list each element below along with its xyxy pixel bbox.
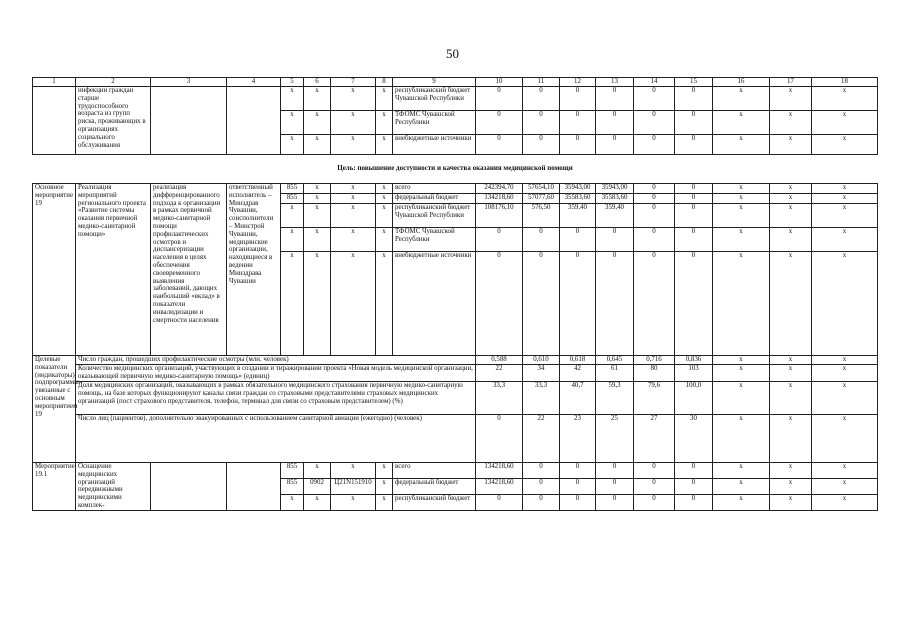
value-cell: x bbox=[770, 228, 812, 252]
value-cell: 0 bbox=[596, 463, 634, 479]
code-cell: x bbox=[376, 87, 393, 111]
value-cell: 0 bbox=[675, 478, 713, 494]
indicator-text: Количество медицинских организаций, участвующих в создании и тиражировании проекта «Новая модель медицинской организации, оказывающей первичную медико-санитарную помощь» (единиц) bbox=[76, 365, 476, 382]
value-cell: 0 bbox=[523, 111, 560, 135]
funding-source: республиканский бюджет Чувашской Республики bbox=[393, 87, 476, 111]
value-cell: x bbox=[770, 382, 812, 415]
value-cell: 0 bbox=[560, 135, 596, 155]
empty-cell bbox=[151, 87, 227, 155]
code-cell: 855 bbox=[281, 463, 304, 479]
code-cell: x bbox=[304, 252, 331, 356]
code-cell: x bbox=[304, 494, 331, 510]
code-cell: x bbox=[281, 494, 304, 510]
value-cell: 0 bbox=[596, 478, 634, 494]
header-cell: 5 bbox=[281, 78, 304, 87]
funding-source: внебюджетные источники bbox=[393, 252, 476, 356]
value-cell: 134218,60 bbox=[476, 463, 523, 479]
code-cell: x bbox=[376, 194, 393, 204]
code-cell: x bbox=[331, 87, 376, 111]
value-cell: 134218,60 bbox=[476, 478, 523, 494]
value-cell: 103 bbox=[675, 365, 713, 382]
value-cell: x bbox=[812, 194, 878, 204]
value-cell: 0 bbox=[675, 252, 713, 356]
event-label: Мероприятие 19.1 bbox=[33, 463, 76, 511]
value-cell: 242394,70 bbox=[476, 184, 523, 194]
header-cell: 18 bbox=[812, 78, 878, 87]
section-title: Цель: повышение доступности и качества оказания медицинской помощи bbox=[337, 164, 573, 172]
code-cell: x bbox=[331, 252, 376, 356]
value-cell: 0 bbox=[675, 184, 713, 194]
empty-cell bbox=[227, 87, 281, 155]
value-cell: x bbox=[713, 365, 770, 382]
code-cell: 855 bbox=[281, 478, 304, 494]
table-row bbox=[33, 463, 878, 479]
value-cell: 33,3 bbox=[476, 382, 523, 415]
value-cell: 100,0 bbox=[675, 382, 713, 415]
code-cell: x bbox=[281, 204, 304, 228]
value-cell: 0 bbox=[675, 194, 713, 204]
value-cell: x bbox=[770, 365, 812, 382]
value-cell: x bbox=[770, 463, 812, 479]
value-cell: x bbox=[713, 184, 770, 194]
code-cell: x bbox=[304, 87, 331, 111]
value-cell: 0 bbox=[476, 87, 523, 111]
value-cell: 35583,60 bbox=[560, 194, 596, 204]
funding-source: ТФОМС Чувашской Республики bbox=[393, 111, 476, 135]
funding-source: республиканский бюджет bbox=[393, 494, 476, 510]
value-cell: 33,3 bbox=[523, 382, 560, 415]
code-cell: x bbox=[376, 135, 393, 155]
value-cell: 35943,00 bbox=[560, 184, 596, 194]
value-cell: 0 bbox=[634, 194, 675, 204]
value-cell: 0 bbox=[476, 494, 523, 510]
value-cell: 108176,10 bbox=[476, 204, 523, 228]
value-cell: x bbox=[812, 204, 878, 228]
code-cell: x bbox=[304, 111, 331, 135]
value-cell: 0 bbox=[560, 228, 596, 252]
value-cell: x bbox=[713, 194, 770, 204]
empty-cell bbox=[227, 463, 281, 511]
code-cell: x bbox=[304, 184, 331, 194]
value-cell: 0 bbox=[560, 478, 596, 494]
value-cell: x bbox=[812, 135, 878, 155]
indicator-text: Число граждан, прошедших профилактические осмотры (млн. человек) bbox=[76, 356, 476, 365]
code-cell: x bbox=[304, 204, 331, 228]
value-cell: x bbox=[713, 463, 770, 479]
code-cell: x bbox=[331, 184, 376, 194]
value-cell: 22 bbox=[523, 415, 560, 463]
value-cell: x bbox=[713, 356, 770, 365]
value-cell: 0 bbox=[476, 252, 523, 356]
value-cell: 40,7 bbox=[560, 382, 596, 415]
measure-name: инфекции граждан старше трудоспособного возраста из групп риска, проживающих в организациях социального обслуживания bbox=[76, 87, 151, 155]
header-cell: 12 bbox=[560, 78, 596, 87]
code-cell: x bbox=[331, 494, 376, 510]
value-cell: x bbox=[812, 478, 878, 494]
value-cell: 0 bbox=[596, 252, 634, 356]
event-label: Основное мероприятие 19 bbox=[33, 184, 76, 356]
value-cell: 27 bbox=[634, 415, 675, 463]
value-cell: 0 bbox=[523, 87, 560, 111]
table-row bbox=[33, 356, 878, 365]
table-row bbox=[33, 365, 878, 382]
value-cell: x bbox=[713, 494, 770, 510]
value-cell: 0 bbox=[634, 478, 675, 494]
value-cell: 35943,00 bbox=[596, 184, 634, 194]
header-cell: 2 bbox=[76, 78, 151, 87]
targets-label: Целевые показатели (индикаторы) подпрограммы, увязанные с основным мероприятием 19 bbox=[33, 356, 76, 463]
empty-cell bbox=[151, 463, 227, 511]
header-cell: 3 bbox=[151, 78, 227, 87]
value-cell: x bbox=[770, 194, 812, 204]
code-cell: x bbox=[304, 135, 331, 155]
table-row bbox=[33, 382, 878, 415]
value-cell: 0 bbox=[675, 228, 713, 252]
value-cell: 0 bbox=[560, 252, 596, 356]
value-cell: 0 bbox=[596, 87, 634, 111]
value-cell: x bbox=[713, 87, 770, 111]
value-cell: 0 bbox=[634, 204, 675, 228]
value-cell: 57654,10 bbox=[523, 184, 560, 194]
value-cell: 0 bbox=[523, 228, 560, 252]
value-cell: 0 bbox=[523, 135, 560, 155]
value-cell: x bbox=[770, 135, 812, 155]
value-cell: x bbox=[770, 111, 812, 135]
code-cell: 855 bbox=[281, 184, 304, 194]
header-cell: 17 bbox=[770, 78, 812, 87]
value-cell: 359,40 bbox=[596, 204, 634, 228]
table-row bbox=[33, 87, 878, 111]
code-cell: x bbox=[281, 111, 304, 135]
header-cell: 16 bbox=[713, 78, 770, 87]
value-cell: x bbox=[770, 356, 812, 365]
value-cell: 0 bbox=[596, 494, 634, 510]
header-cell: 11 bbox=[523, 78, 560, 87]
page-number: 50 bbox=[446, 46, 459, 61]
value-cell: 0 bbox=[596, 135, 634, 155]
code-cell: x bbox=[331, 111, 376, 135]
value-cell: x bbox=[770, 204, 812, 228]
value-cell: 576,50 bbox=[523, 204, 560, 228]
code-cell: x bbox=[304, 194, 331, 204]
funding-source: федеральный бюджет bbox=[393, 194, 476, 204]
value-cell: 34 bbox=[523, 365, 560, 382]
value-cell: 80 bbox=[634, 365, 675, 382]
value-cell: 0,716 bbox=[634, 356, 675, 365]
value-cell: 359,40 bbox=[560, 204, 596, 228]
value-cell: 57077,60 bbox=[523, 194, 560, 204]
code-cell: x bbox=[331, 135, 376, 155]
funding-source: всего bbox=[393, 184, 476, 194]
header-cell: 6 bbox=[304, 78, 331, 87]
code-cell: Ц21N151910 bbox=[331, 478, 376, 494]
code-cell: x bbox=[376, 494, 393, 510]
code-cell: x bbox=[376, 204, 393, 228]
value-cell: 22 bbox=[476, 365, 523, 382]
value-cell: 0 bbox=[675, 135, 713, 155]
code-cell: x bbox=[304, 463, 331, 479]
value-cell: 0 bbox=[634, 184, 675, 194]
code-cell: x bbox=[281, 252, 304, 356]
value-cell: 0 bbox=[634, 111, 675, 135]
value-cell: x bbox=[713, 252, 770, 356]
value-cell: 0 bbox=[560, 494, 596, 510]
value-cell: 0 bbox=[675, 463, 713, 479]
value-cell: x bbox=[713, 135, 770, 155]
funding-source: республиканский бюджет Чувашской Республики bbox=[393, 204, 476, 228]
value-cell: x bbox=[713, 415, 770, 463]
value-cell: x bbox=[770, 87, 812, 111]
value-cell: 0 bbox=[634, 228, 675, 252]
value-cell: x bbox=[770, 415, 812, 463]
value-cell: x bbox=[713, 228, 770, 252]
value-cell: x bbox=[812, 228, 878, 252]
header-cell: 8 bbox=[376, 78, 393, 87]
value-cell: 0 bbox=[523, 478, 560, 494]
value-cell: x bbox=[812, 365, 878, 382]
code-cell: x bbox=[331, 463, 376, 479]
value-cell: x bbox=[770, 478, 812, 494]
header-cell: 10 bbox=[476, 78, 523, 87]
value-cell: x bbox=[812, 252, 878, 356]
value-cell: 61 bbox=[596, 365, 634, 382]
value-cell: 0,588 bbox=[476, 356, 523, 365]
value-cell: 0 bbox=[476, 415, 523, 463]
value-cell: x bbox=[770, 184, 812, 194]
code-cell: x bbox=[281, 135, 304, 155]
value-cell: 0 bbox=[560, 463, 596, 479]
table-row bbox=[33, 78, 878, 87]
funding-source: федеральный бюджет bbox=[393, 478, 476, 494]
value-cell: x bbox=[713, 382, 770, 415]
code-cell: 0902 bbox=[304, 478, 331, 494]
value-cell: 23 bbox=[560, 415, 596, 463]
funding-source: ТФОМС Чувашской Республики bbox=[393, 228, 476, 252]
value-cell: 0,645 bbox=[596, 356, 634, 365]
value-cell: 59,3 bbox=[596, 382, 634, 415]
code-cell: x bbox=[331, 194, 376, 204]
code-cell: 855 bbox=[281, 194, 304, 204]
budget-table bbox=[32, 77, 878, 511]
code-cell: x bbox=[331, 228, 376, 252]
code-cell: x bbox=[281, 228, 304, 252]
value-cell: 0 bbox=[523, 252, 560, 356]
value-cell: x bbox=[812, 356, 878, 365]
event-name: Реализация мероприятий регионального проекта «Развитие системы оказания первичной медико-санитарной помощи» bbox=[76, 184, 151, 356]
empty-cell bbox=[33, 87, 76, 155]
header-cell: 14 bbox=[634, 78, 675, 87]
header-cell: 9 bbox=[393, 78, 476, 87]
header-cell: 15 bbox=[675, 78, 713, 87]
code-cell: x bbox=[376, 252, 393, 356]
value-cell: 134218,60 bbox=[476, 194, 523, 204]
value-cell: 0 bbox=[523, 494, 560, 510]
value-cell: 0,836 bbox=[675, 356, 713, 365]
value-cell: x bbox=[812, 415, 878, 463]
funding-source: внебюджетные источники bbox=[393, 135, 476, 155]
value-cell: x bbox=[812, 184, 878, 194]
event-name: Оснащение медицинских организаций передвижными медицинскими комплек- bbox=[76, 463, 151, 511]
value-cell: 0 bbox=[634, 252, 675, 356]
header-cell: 7 bbox=[331, 78, 376, 87]
header-cell: 1 bbox=[33, 78, 76, 87]
value-cell: 0 bbox=[634, 87, 675, 111]
value-cell: x bbox=[713, 478, 770, 494]
code-cell: x bbox=[331, 204, 376, 228]
value-cell: 0,618 bbox=[560, 356, 596, 365]
value-cell: 0 bbox=[634, 463, 675, 479]
code-cell: x bbox=[376, 228, 393, 252]
value-cell: 0 bbox=[560, 111, 596, 135]
code-cell: x bbox=[376, 111, 393, 135]
header-cell: 4 bbox=[227, 78, 281, 87]
value-cell: x bbox=[812, 382, 878, 415]
table-row bbox=[33, 155, 878, 184]
value-cell: 0 bbox=[596, 228, 634, 252]
code-cell: x bbox=[376, 478, 393, 494]
code-cell: x bbox=[281, 87, 304, 111]
code-cell: x bbox=[376, 463, 393, 479]
value-cell: x bbox=[812, 494, 878, 510]
indicator-text: Доля медицинских организаций, оказывающих в рамках обязательного медицинского страхования первичную медико-санитарную помощь, на базе которых функционируют каналы связи граждан со страховыми представителями страховых медицинских организаций (пост страхового представителя, телефон, терминал для связи со страховым представителем) (%) bbox=[76, 382, 476, 415]
value-cell: x bbox=[812, 87, 878, 111]
code-cell: x bbox=[304, 228, 331, 252]
value-cell: 0 bbox=[560, 87, 596, 111]
value-cell: 42 bbox=[560, 365, 596, 382]
value-cell: 0 bbox=[476, 111, 523, 135]
value-cell: x bbox=[812, 111, 878, 135]
value-cell: x bbox=[713, 204, 770, 228]
event-description: реализация дифференцированного подхода к организации в рамках первичной медико-санитарной помощи профилактических осмотров и диспансеризации населения в целях обеспечения своевременного выявления заболеваний, дающих наибольший «вклад» в показатели инвалидизации и смертности населения bbox=[151, 184, 227, 356]
value-cell: x bbox=[770, 494, 812, 510]
value-cell: 30 bbox=[675, 415, 713, 463]
funding-source: всего bbox=[393, 463, 476, 479]
value-cell: x bbox=[812, 463, 878, 479]
value-cell: x bbox=[713, 111, 770, 135]
table-row bbox=[33, 415, 878, 463]
event-executor: ответственный исполнитель – Минздрав Чувашии, соисполнители – Минстрой Чувашии, медицинские организации, находящиеся в ведении Минздрава Чувашии bbox=[227, 184, 281, 356]
value-cell: 0 bbox=[675, 87, 713, 111]
value-cell: 0 bbox=[634, 135, 675, 155]
value-cell: 0 bbox=[675, 204, 713, 228]
value-cell: 79,6 bbox=[634, 382, 675, 415]
header-cell: 13 bbox=[596, 78, 634, 87]
table-row bbox=[33, 184, 878, 194]
value-cell: x bbox=[770, 252, 812, 356]
value-cell: 0 bbox=[634, 494, 675, 510]
code-cell: x bbox=[376, 184, 393, 194]
value-cell: 0 bbox=[675, 494, 713, 510]
value-cell: 25 bbox=[596, 415, 634, 463]
value-cell: 0 bbox=[523, 463, 560, 479]
value-cell: 0,610 bbox=[523, 356, 560, 365]
value-cell: 0 bbox=[675, 111, 713, 135]
value-cell: 35583,60 bbox=[596, 194, 634, 204]
value-cell: 0 bbox=[596, 111, 634, 135]
value-cell: 0 bbox=[476, 135, 523, 155]
value-cell: 0 bbox=[476, 228, 523, 252]
indicator-text: Число лиц (пациентов), дополнительно эвакуированных с использованием санитарной авиации (ежегодно) (человек) bbox=[76, 415, 476, 463]
